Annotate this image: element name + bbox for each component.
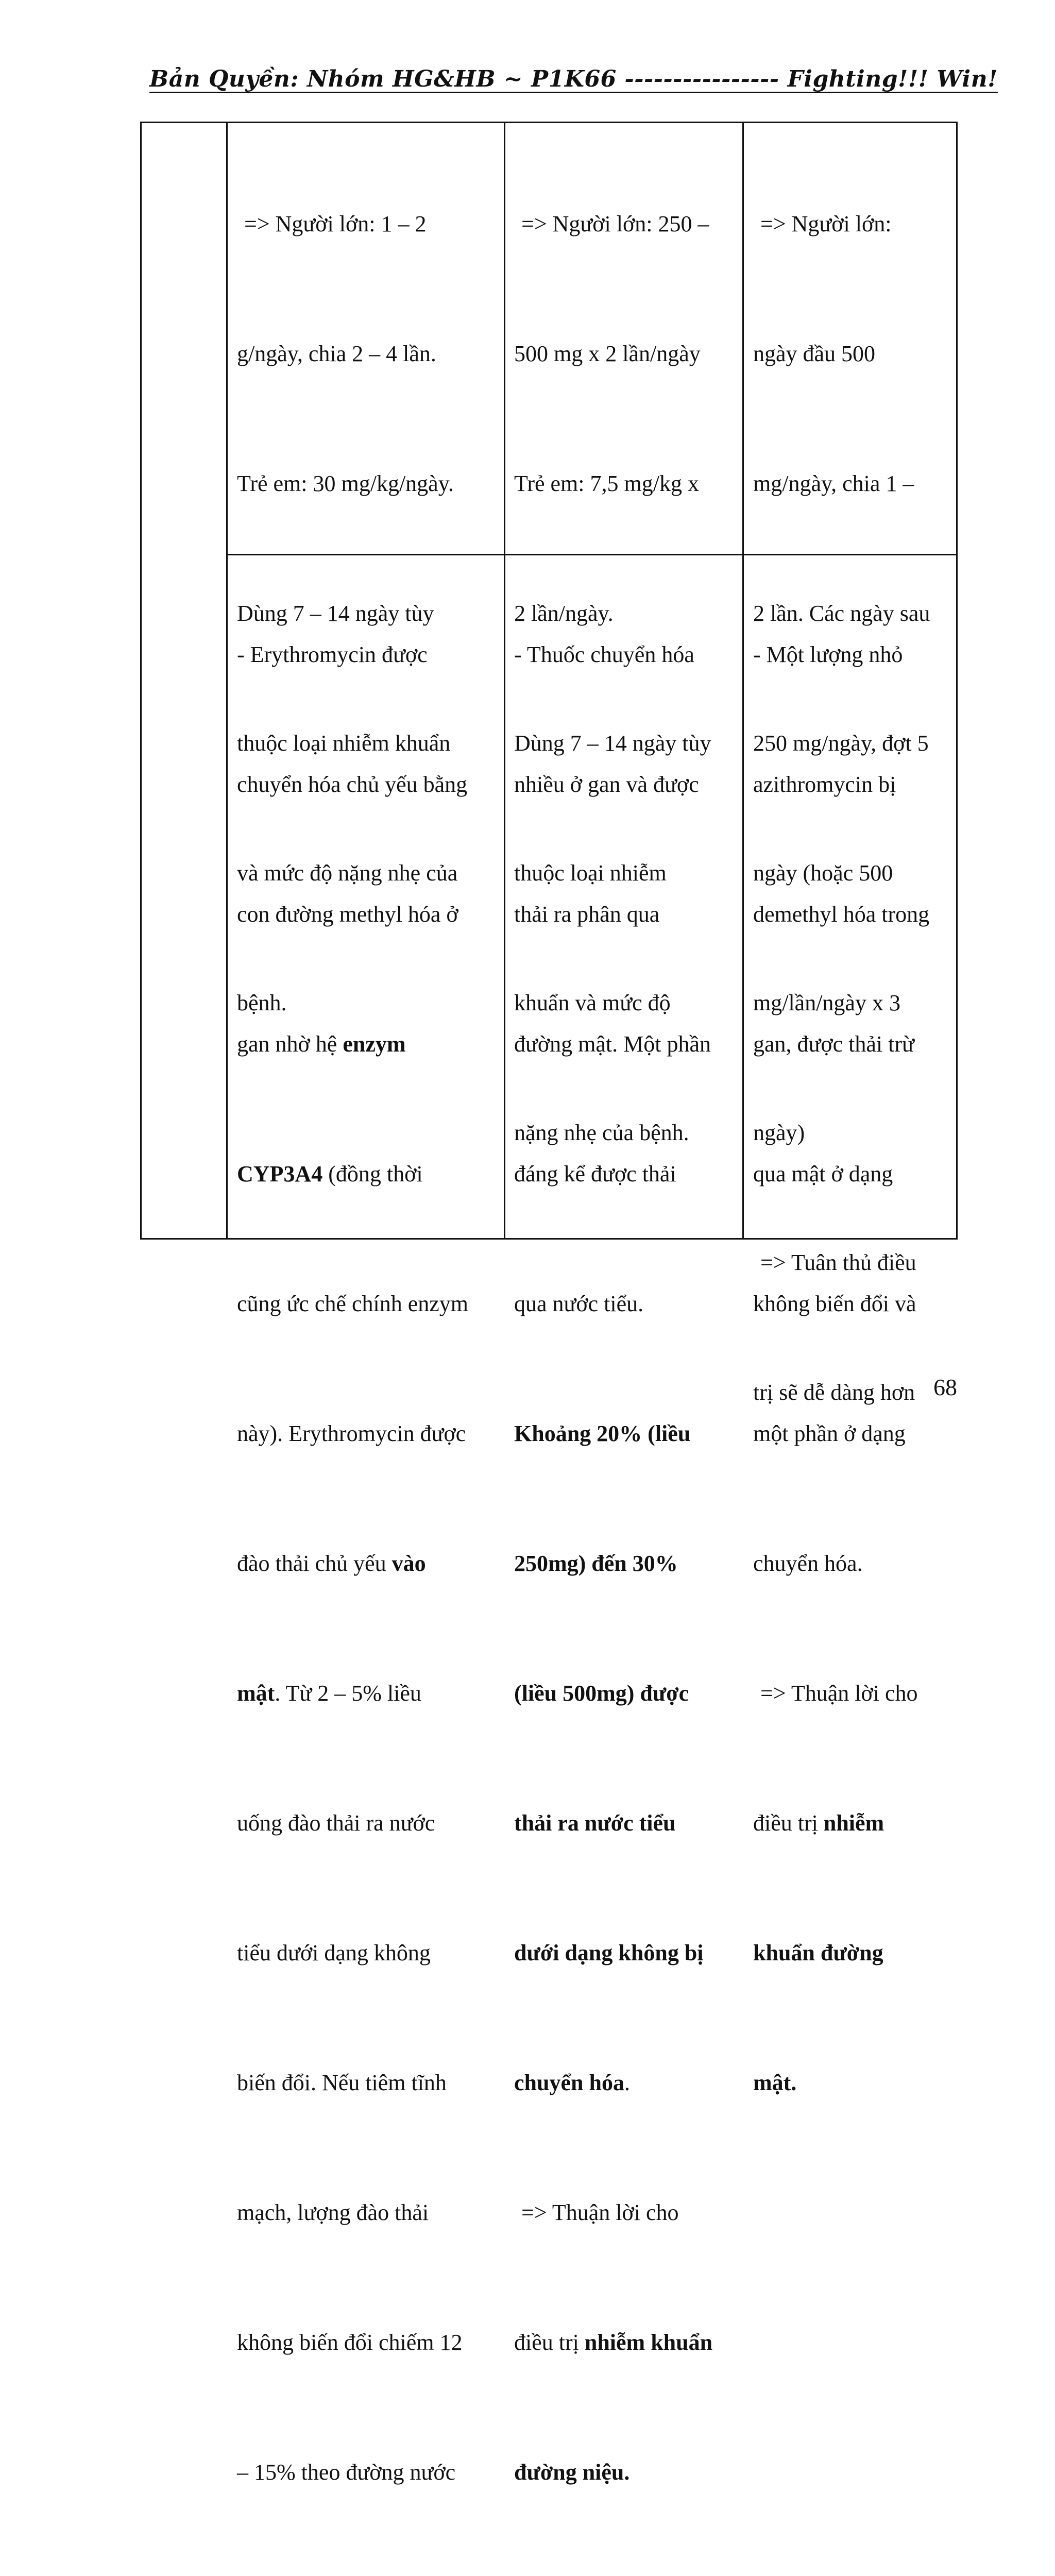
- cell-line: - Một lượng nhỏ: [753, 642, 903, 667]
- cell-line: trị sẽ dễ dàng hơn: [753, 1380, 915, 1405]
- cell-line: Trẻ em: 30 mg/kg/ngày.: [237, 471, 454, 496]
- cell-line: g/ngày, chia 2 – 4 lần.: [237, 341, 436, 366]
- cell-line: 2 lần. Các ngày sau: [753, 601, 930, 626]
- cell-line: chuyển hóa.: [753, 1551, 863, 1576]
- cell-line: ngày): [753, 1120, 805, 1145]
- text-run: (đồng thời: [322, 1161, 423, 1187]
- bold-line: đường niệu.: [514, 2460, 630, 2485]
- cell-line: con đường methyl hóa ở: [237, 902, 458, 927]
- cell-line: mg/lần/ngày x 3: [753, 990, 900, 1015]
- cell-line: [753, 1802, 929, 1845]
- cell-line: chuyển hóa chủ yếu bằng: [237, 772, 468, 797]
- cell-line: ngày (hoặc 500: [753, 860, 893, 886]
- cell-line: - Erythromycin được: [237, 642, 428, 667]
- cell-line: không biến đổi chiếm 12: [237, 2330, 463, 2355]
- cell-line: không biến đổi và: [753, 1291, 916, 1316]
- bold-text: CYP3A4: [237, 1161, 323, 1187]
- cell-line: => Người lớn: 250 –: [521, 211, 709, 236]
- row2-col1-cell: [237, 547, 468, 2576]
- cell-line: [237, 1023, 468, 1066]
- cell-line: => Thuận lời cho: [521, 2200, 679, 2225]
- row2-col3-cell: [753, 547, 929, 2148]
- cell-line: khuẩn và mức độ: [514, 990, 671, 1015]
- text-run: điều trị: [514, 2330, 585, 2355]
- cell-line: [237, 1542, 468, 1585]
- cell-line: 250 mg/ngày, đợt 5: [753, 731, 929, 756]
- cell-line: tiểu dưới dạng không: [237, 1940, 431, 1965]
- bold-line: (liều 500mg) được: [514, 1681, 689, 1706]
- bold-text: mật: [237, 1681, 275, 1706]
- cell-line: gan, được thải trừ: [753, 1031, 914, 1057]
- text-run: đào thải chủ yếu: [237, 1551, 392, 1576]
- bold-text: nhiễm khuẩn: [584, 2330, 713, 2355]
- cell-line: Dùng 7 – 14 ngày tùy: [514, 731, 711, 756]
- cell-line: một phần ở dạng: [753, 1421, 906, 1446]
- cell-line: => Thuận lời cho: [760, 1681, 918, 1706]
- cell-line: [237, 1153, 468, 1196]
- cell-line: [237, 1672, 468, 1715]
- bold-text: nhiễm: [823, 1810, 884, 1836]
- text-run: . Từ 2 – 5% liều: [275, 1681, 421, 1706]
- cell-line: thải ra phân qua: [514, 902, 660, 927]
- cell-line: bệnh.: [237, 990, 287, 1015]
- text-run: .: [624, 2070, 630, 2095]
- cell-line: demethyl hóa trong: [753, 902, 930, 927]
- bold-line: dưới dạng không bị: [514, 1940, 704, 1965]
- cell-line: nặng nhẹ của bệnh.: [514, 1120, 689, 1145]
- bold-text: enzym: [343, 1031, 406, 1057]
- cell-line: 2 lần/ngày.: [514, 601, 614, 626]
- cell-line: ngày đầu 500: [753, 341, 876, 366]
- cell-line: [514, 2061, 712, 2105]
- bold-line: khuẩn đường: [753, 1940, 883, 1965]
- cell-line: cũng ức chế chính enzym: [237, 1291, 469, 1316]
- cell-line: 500 mg x 2 lần/ngày: [514, 341, 701, 366]
- bold-line: thải ra nước tiểu: [514, 1810, 676, 1836]
- page-header: Bản Quyền: Nhóm HG&HB ~ P1K66 ---------------- Fighting!!! Win!: [149, 66, 998, 92]
- table-column-divider: [504, 123, 505, 1238]
- cell-line: [514, 2321, 712, 2364]
- table-column-divider: [226, 123, 228, 1238]
- cell-line: đường mật. Một phần: [514, 1031, 711, 1057]
- row2-col2-cell: [514, 547, 712, 2537]
- bold-line: mật.: [753, 2070, 797, 2095]
- cell-line: nhiều ở gan và được: [514, 772, 699, 797]
- bold-line: 250mg) đến 30%: [514, 1551, 678, 1576]
- cell-line: Dùng 7 – 14 ngày tùy: [237, 601, 434, 626]
- cell-line: – 15% theo đường nước: [237, 2460, 456, 2485]
- cell-line: mạch, lượng đào thải: [237, 2200, 429, 2225]
- cell-line: => Người lớn: 1 – 2: [244, 211, 427, 236]
- page-number: 68: [933, 1374, 957, 1400]
- cell-line: mg/ngày, chia 1 –: [753, 471, 914, 496]
- cell-line: thuộc loại nhiễm: [514, 860, 667, 886]
- cell-line: đáng kể được thải: [514, 1161, 676, 1187]
- table-column-divider: [742, 123, 744, 1238]
- cell-line: biến đổi. Nếu tiêm tĩnh: [237, 2070, 447, 2095]
- cell-line: thuộc loại nhiễm khuẩn: [237, 731, 451, 756]
- cell-line: này). Erythromycin được: [237, 1421, 466, 1446]
- bold-text: vào: [392, 1551, 426, 1576]
- text-run: gan nhờ hệ: [237, 1031, 343, 1057]
- bold-line: Khoảng 20% (liều: [514, 1421, 691, 1446]
- cell-line: => Tuân thủ điều: [760, 1250, 916, 1275]
- text-run: điều trị: [753, 1810, 824, 1836]
- bold-text: chuyển hóa: [514, 2070, 624, 2095]
- cell-line: uống đào thải ra nước: [237, 1810, 435, 1836]
- cell-line: azithromycin bị: [753, 772, 896, 797]
- cell-line: => Người lớn:: [760, 211, 892, 236]
- cell-line: - Thuốc chuyển hóa: [514, 642, 694, 667]
- cell-line: và mức độ nặng nhẹ của: [237, 860, 458, 886]
- cell-line: qua mật ở dạng: [753, 1161, 893, 1187]
- cell-line: Trẻ em: 7,5 mg/kg x: [514, 471, 699, 496]
- cell-line: qua nước tiểu.: [514, 1291, 644, 1316]
